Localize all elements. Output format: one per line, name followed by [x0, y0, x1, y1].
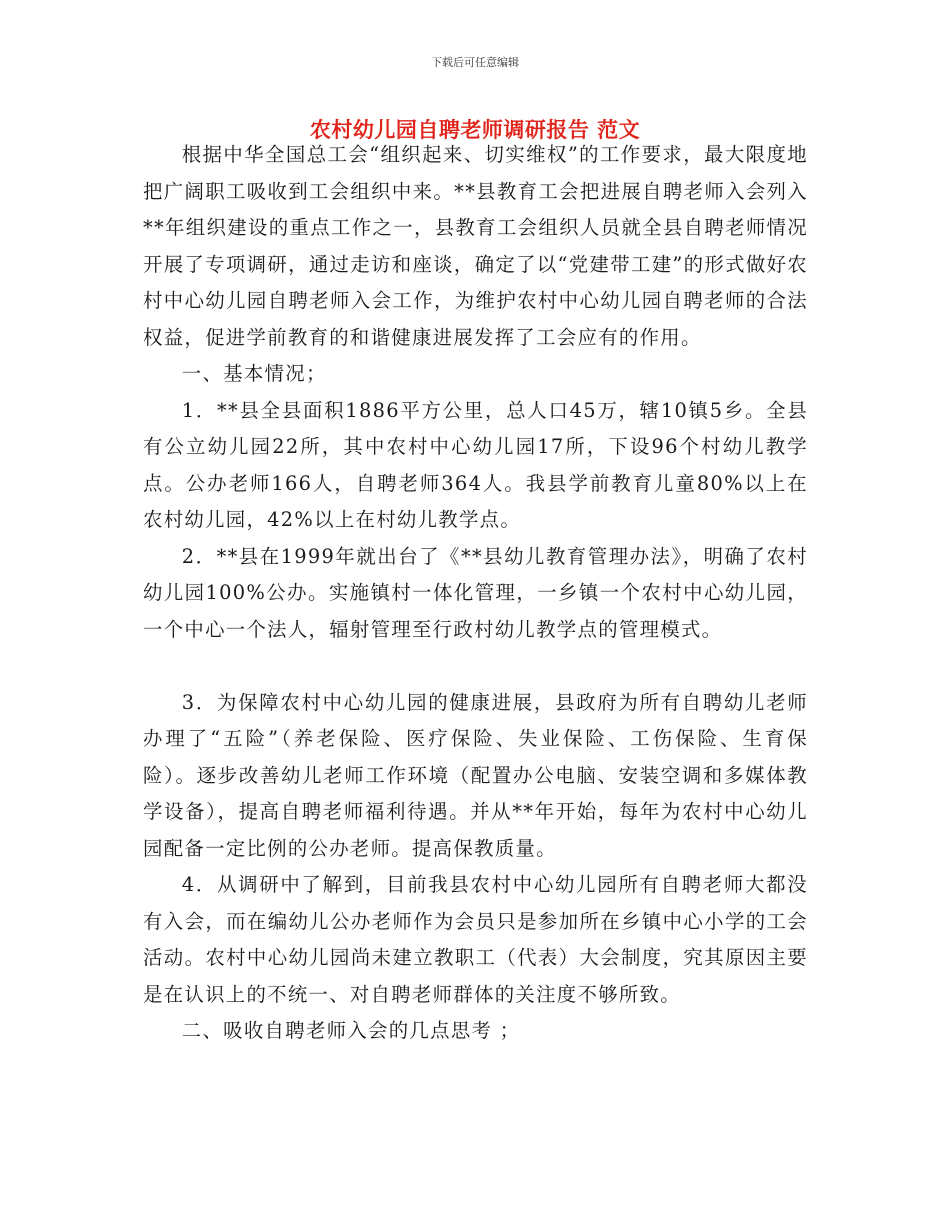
paragraph-intro: 根据中华全国总工会“组织起来、切实维权”的工作要求，最大限度地把广阔职工吸收到工会组织中来。**县教育工会把进展自聘老师入会列入**年组织建设的重点工作之一，县教育工会组织人员就全县自聘老师情况开展了专项调研，通过走访和座谈，确定了以“党建带工建”的形式做好农村中心幼儿园自聘老师入会工作，为维护农村中心幼儿园自聘老师的合法权益，促进学前教育的和谐健康进展发挥了工会应有的作用。 — [143, 143, 808, 349]
page-header-note: 下载后可任意编辑 — [431, 56, 519, 69]
paragraph-item-1: 1．**县全县面积1886平方公里，总人口45万，辖10镇5乡。全县有公立幼儿园22所，其中农村中心幼儿园17所，下设96个村幼儿教学点。公办老师166人，自聘老师364人。我县学前教育儿童80%以上在农村幼儿园，42%以上在村幼儿教学点。 — [143, 398, 808, 531]
paragraph-item-2: 2．**县在1999年就出台了《**县幼儿教育管理办法》，明确了农村幼儿园100%公办。实施镇村一体化管理，一乡镇一个农村中心幼儿园，一个中心一个法人，辐射管理至行政村幼儿教学点的管理模式。 — [143, 544, 808, 641]
section-heading-thoughts: 二、吸收自聘老师入会的几点思考 ； — [181, 1019, 521, 1042]
paragraph-item-3: 3．为保障农村中心幼儿园的健康进展，县政府为所有自聘幼儿老师办理了“五险”（养老保险、医疗保险、失业保险、工伤保险、生育保险）。逐步改善幼儿老师工作环境（配置办公电脑、安装空调和多媒体教学设备），提高自聘老师福利待遇。并从**年开始，每年为农村中心幼儿园配备一定比例的公办老师。提高保教质量。 — [143, 690, 808, 860]
paragraph-item-4: 4．从调研中了解到，目前我县农村中心幼儿园所有自聘老师大都没有入会，而在编幼儿公办老师作为会员只是参加所在乡镇中心小学的工会活动。农村中心幼儿园尚未建立教职工（代表）大会制度，究其原因主要是在认识上的不统一、对自聘老师群体的关注度不够所致。 — [143, 873, 808, 1006]
document-body — [143, 137, 808, 1050]
document-title: 农村幼儿园自聘老师调研报告 范文 — [309, 118, 641, 142]
section-heading-basic-situation: 一、基本情况； — [181, 362, 327, 385]
